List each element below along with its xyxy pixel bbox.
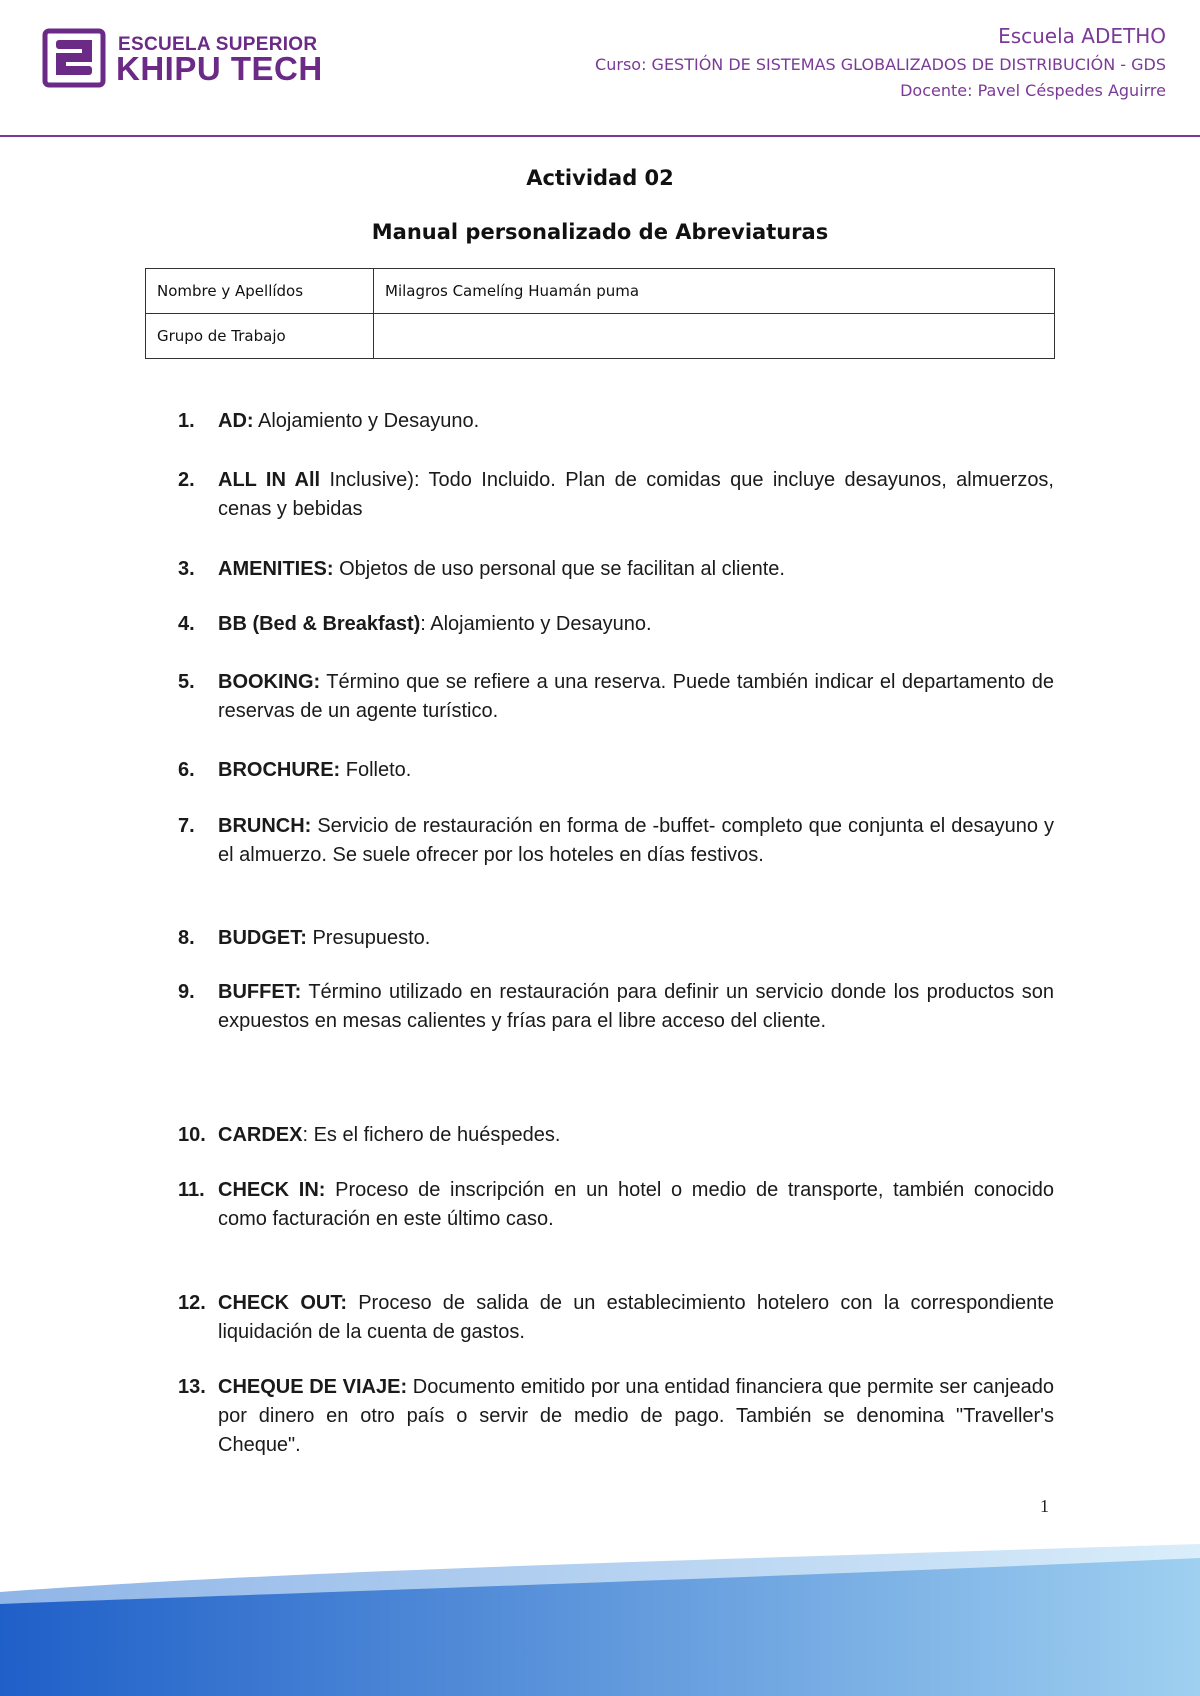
logo-line-2: KHIPU TECH: [116, 50, 323, 87]
group-label: Grupo de Trabajo: [146, 314, 374, 359]
item-number: 11.: [178, 1179, 205, 1201]
item-term: CHEQUE DE VIAJE:: [218, 1376, 408, 1398]
school-logo: [42, 28, 342, 90]
item-number: 2.: [178, 469, 195, 491]
item-description: Término que se refiere a una reserva. Puede también indicar el departamento de reservas de un agente turístico.: [218, 671, 1054, 722]
list-item: [178, 466, 1054, 524]
course-name: Curso: GESTIÓN DE SISTEMAS GLOBALIZADOS DE DISTRIBUCIÓN - GDS: [595, 55, 1166, 74]
list-item: [178, 812, 1054, 870]
list-item: [178, 1289, 1054, 1347]
logo-line-1: ESCUELA SUPERIOR: [118, 34, 318, 55]
student-info-table: [145, 268, 1055, 359]
item-description: Alojamiento y Desayuno.: [253, 410, 480, 432]
list-item: [178, 978, 1054, 1036]
list-item: [178, 1373, 1054, 1460]
item-description: Proceso de salida de un establecimiento hotelero con la correspondiente liquidación de la cuenta de gastos.: [218, 1292, 1054, 1343]
item-number: 4.: [178, 613, 195, 635]
item-term: ALL IN All: [218, 469, 321, 491]
list-item: [178, 756, 1054, 785]
item-term: AD:: [218, 410, 254, 432]
item-number: 6.: [178, 759, 195, 781]
list-item: [178, 407, 1054, 436]
teacher-name: Docente: Pavel Céspedes Aguirre: [900, 81, 1166, 100]
item-description: Objetos de uso personal que se facilitan al cliente.: [333, 558, 785, 580]
name-label: Nombre y Apellídos: [146, 269, 374, 314]
item-term: BUFFET:: [218, 981, 302, 1003]
item-number: 9.: [178, 981, 195, 1003]
item-term: CHECK OUT:: [218, 1292, 347, 1314]
item-term: BROCHURE:: [218, 759, 341, 781]
list-item: [178, 1176, 1054, 1234]
item-description: Proceso de inscripción en un hotel o medio de transporte, también conocido como facturación en este último caso.: [218, 1179, 1054, 1230]
activity-title: Actividad 02: [526, 166, 674, 190]
item-number: 8.: [178, 927, 195, 949]
item-term: BB (Bed & Breakfast): [218, 613, 421, 635]
list-item: [178, 555, 1054, 584]
khipu-logo-icon: [42, 28, 108, 88]
item-number: 3.: [178, 558, 195, 580]
header-info: [595, 24, 1166, 104]
item-number: 7.: [178, 815, 195, 837]
item-description: Presupuesto.: [306, 927, 431, 949]
list-item: [178, 610, 1054, 639]
header-divider: [0, 135, 1200, 137]
item-description: Inclusive): Todo Incluido. Plan de comidas que incluye desayunos, almuerzos, cenas y bebidas: [218, 469, 1054, 520]
item-number: 5.: [178, 671, 195, 693]
item-description: Servicio de restauración en forma de -buffet- completo que conjunta el desayuno y el almuerzo. Se suele ofrecer por los hoteles en días festivos.: [218, 815, 1054, 866]
item-term: CARDEX: [218, 1124, 303, 1146]
item-number: 10.: [178, 1124, 206, 1146]
item-description: Término utilizado en restauración para definir un servicio donde los productos son expuestos en mesas calientes y frías para el libre acceso del cliente.: [218, 981, 1054, 1032]
list-item: [178, 924, 1054, 953]
table-row: [146, 314, 1055, 359]
table-row: [146, 269, 1055, 314]
item-number: 13.: [178, 1376, 206, 1398]
item-term: AMENITIES:: [218, 558, 334, 580]
item-description: : Alojamiento y Desayuno.: [420, 613, 652, 635]
document-subtitle: Manual personalizado de Abreviaturas: [371, 220, 829, 244]
footer-wave-decoration: [0, 1530, 1200, 1696]
list-item: [178, 1121, 1054, 1150]
name-value: Milagros Camelíng Huamán puma: [374, 269, 1055, 314]
group-value: [374, 314, 1055, 359]
item-number: 1.: [178, 410, 195, 432]
item-term: BUDGET:: [218, 927, 307, 949]
page-number: 1: [1040, 1496, 1049, 1516]
list-item: [178, 668, 1054, 726]
item-description: Folleto.: [340, 759, 412, 781]
item-term: CHECK IN:: [218, 1179, 326, 1201]
school-name: Escuela ADETHO: [998, 24, 1166, 48]
item-term: BRUNCH:: [218, 815, 312, 837]
item-number: 12.: [178, 1292, 206, 1314]
item-term: BOOKING:: [218, 671, 321, 693]
item-description: Documento emitido por una entidad financiera que permite ser canjeado por dinero en otro país o servir de medio de pago. También se denomina "Traveller's Cheque".: [218, 1376, 1054, 1456]
item-description: : Es el fichero de huéspedes.: [302, 1124, 561, 1146]
